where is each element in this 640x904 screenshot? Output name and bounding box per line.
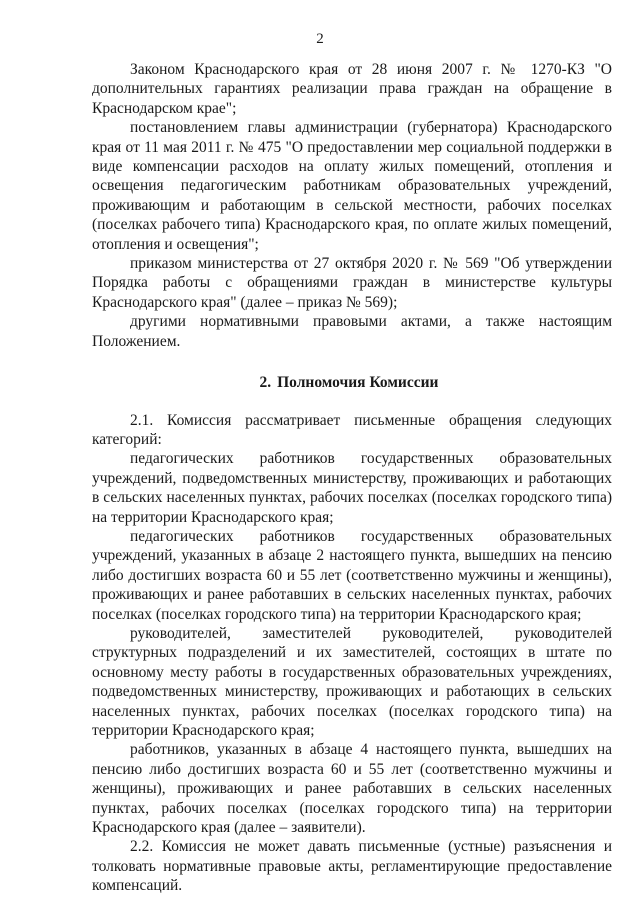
paragraph-retired-workers: работников, указанных в абзаце 4 настоящего пункта, вышедших на пенсию либо достигших возраста 60 и 55 лет (соответственно мужчины и женщины), проживающих и ранее работавших в сельских населенных пунктах, рабочих поселках (поселках городского типа) на территории Краснодарского края (далее – заявители). — [92, 741, 612, 837]
paragraph-2-2: 2.2. Комиссия не может давать письменные (устные) разъяснения и толковать нормативные правовые акты, регламентирующие предоставление компенсаций. — [92, 838, 612, 895]
paragraph-resolution-475: постановлением главы администрации (губернатора) Краснодарского края от 11 мая 2011 г. № 475 "О предоставлении мер социальной поддержки в виде компенсации расходов на оплату жилых помещений, отопления и освещения педагогическим работникам образовательных учреждений, проживающим и работающим в сельской местности, рабочих поселках (поселках рабочего типа) Краснодарского края, по оплате жилых помещений, отопления и освещения"; — [92, 119, 612, 253]
paragraph-retired-teachers: педагогических работников государственных образовательных учреждений, указанных в абзаце 2 настоящего пункта, вышедших на пенсию либо достигших возраста 60 и 55 лет (соответственно мужчины и женщины), проживающих и ранее работавших в сельских населенных пунктах, рабочих поселках (поселках городского типа) на территории Краснодарского края; — [92, 527, 612, 623]
paragraph-managers: руководителей, заместителей руководителей, руководителей структурных подразделений и их заместителей, состоящих в штате по основному месту работы в государственных образовательных учреждениях, подведомственных министерству, проживающих и работающих в сельских населенных пунктах, рабочих поселках (поселках городского типа) на территории Краснодарского края; — [92, 624, 612, 739]
section-title: Полномочия Комиссии — [277, 374, 439, 392]
paragraph-order-569: приказом министерства от 27 октября 2020 г. № 569 "Об утверждении Порядка работы с обращениями граждан в министерстве культуры Краснодарского края" (далее – приказ № 569); — [92, 255, 612, 311]
paragraph-other-acts: другими нормативными правовыми актами, а также настоящим Положением. — [92, 313, 612, 350]
paragraph-teachers: педагогических работников государственных образовательных учреждений, подведомственных министерству, проживающих и работающих в сельских населенных пунктах, рабочих поселках (поселках городского типа) на территории Краснодарского края; — [92, 450, 612, 526]
page-number: 2 — [316, 31, 324, 47]
document-body — [92, 60, 612, 896]
section-heading — [92, 373, 612, 392]
paragraph-2-1: 2.1. Комиссия рассматривает письменные обращения следующих категорий: — [92, 411, 612, 448]
paragraph-law-1270: Законом Краснодарского края от 28 июня 2007 г. № 1270-КЗ "О дополнительных гарантиях реализации права граждан на обращение в Краснодарском крае"; — [92, 61, 612, 117]
section-number: 2. — [259, 374, 272, 392]
